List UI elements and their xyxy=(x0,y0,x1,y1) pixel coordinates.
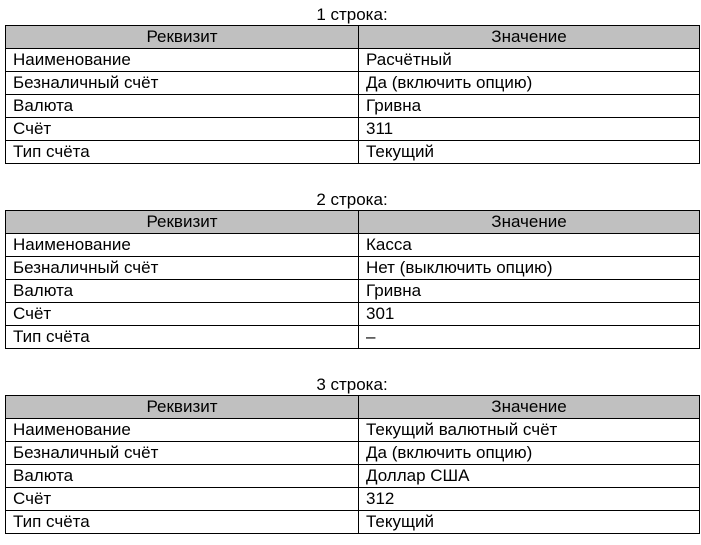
table-row xyxy=(6,465,700,488)
table-row xyxy=(6,488,700,511)
value-cell: Доллар США xyxy=(359,465,700,488)
requisite-cell: Тип счёта xyxy=(6,326,359,349)
requisite-cell: Валюта xyxy=(6,465,359,488)
requisite-cell: Безналичный счёт xyxy=(6,72,359,95)
requisite-cell: Счёт xyxy=(6,488,359,511)
value-cell: Расчётный xyxy=(359,49,700,72)
requisite-cell: Счёт xyxy=(6,303,359,326)
column-header-requisite: Реквизит xyxy=(6,211,359,234)
requisite-cell: Тип счёта xyxy=(6,511,359,534)
table-row xyxy=(6,511,700,534)
block-title: 3 строка: xyxy=(316,375,388,394)
table-row xyxy=(6,234,700,257)
requisite-cell: Безналичный счёт xyxy=(6,257,359,280)
requisite-cell: Наименование xyxy=(6,419,359,442)
table-block-2 xyxy=(5,190,699,349)
column-header-value: Значение xyxy=(359,26,700,49)
table-header-row xyxy=(6,396,700,419)
requisite-cell: Безналичный счёт xyxy=(6,442,359,465)
value-cell: – xyxy=(359,326,700,349)
table-row xyxy=(6,72,700,95)
value-cell: Касса xyxy=(359,234,700,257)
table-row xyxy=(6,280,700,303)
table-block-1 xyxy=(5,5,699,164)
table-header-row xyxy=(6,211,700,234)
table-row xyxy=(6,326,700,349)
value-cell: 301 xyxy=(359,303,700,326)
column-header-value: Значение xyxy=(359,211,700,234)
table-row xyxy=(6,49,700,72)
requisite-cell: Валюта xyxy=(6,95,359,118)
block-title: 1 строка: xyxy=(316,5,388,24)
value-cell: Текущий валютный счёт xyxy=(359,419,700,442)
requisites-table xyxy=(5,25,700,164)
requisites-table xyxy=(5,210,700,349)
table-row xyxy=(6,442,700,465)
table-row xyxy=(6,141,700,164)
value-cell: Текущий xyxy=(359,141,700,164)
value-cell: Текущий xyxy=(359,511,700,534)
requisite-cell: Тип счёта xyxy=(6,141,359,164)
table-row xyxy=(6,303,700,326)
table-row xyxy=(6,95,700,118)
requisites-table xyxy=(5,395,700,534)
value-cell: 311 xyxy=(359,118,700,141)
table-block-3 xyxy=(5,375,699,534)
value-cell: Гривна xyxy=(359,280,700,303)
column-header-requisite: Реквизит xyxy=(6,396,359,419)
table-row xyxy=(6,419,700,442)
value-cell: Да (включить опцию) xyxy=(359,442,700,465)
block-title: 2 строка: xyxy=(316,190,388,209)
requisite-cell: Валюта xyxy=(6,280,359,303)
table-row xyxy=(6,257,700,280)
value-cell: Да (включить опцию) xyxy=(359,72,700,95)
column-header-requisite: Реквизит xyxy=(6,26,359,49)
requisite-cell: Наименование xyxy=(6,234,359,257)
column-header-value: Значение xyxy=(359,396,700,419)
table-row xyxy=(6,118,700,141)
value-cell: Нет (выключить опцию) xyxy=(359,257,700,280)
requisite-cell: Наименование xyxy=(6,49,359,72)
value-cell: 312 xyxy=(359,488,700,511)
table-header-row xyxy=(6,26,700,49)
value-cell: Гривна xyxy=(359,95,700,118)
requisite-cell: Счёт xyxy=(6,118,359,141)
